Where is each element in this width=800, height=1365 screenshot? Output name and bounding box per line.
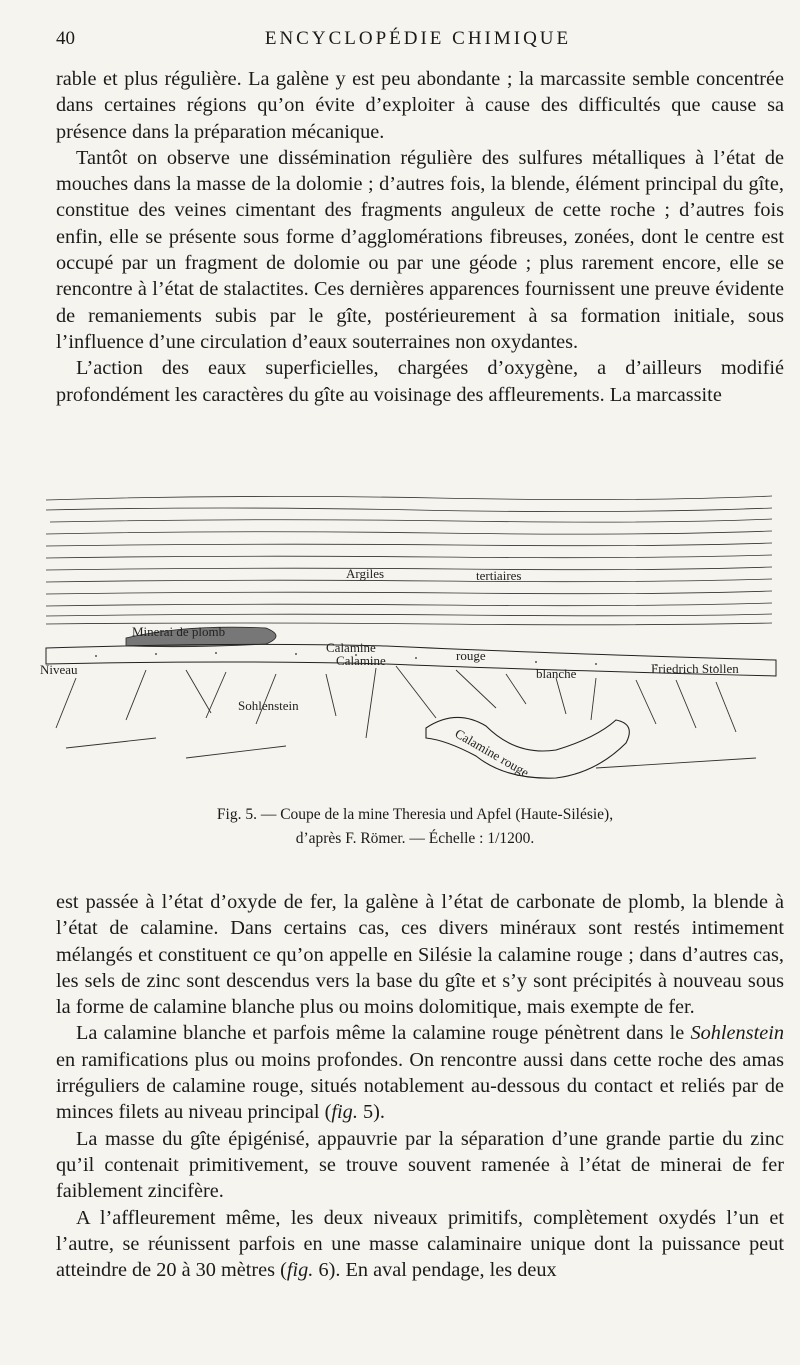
- figure-caption: [60, 803, 770, 851]
- text-run: A l’affleurement même, les deux niveaux primitifs, complètement oxydés l’un et l’autre, se réunissent parfois en une masse calaminaire unique dont la puissance peut atteindre de 20 à 30 mètres (: [56, 1206, 784, 1282]
- label-calamine-1: Calamine: [326, 640, 376, 655]
- dolomite-fracture-lines: [56, 666, 756, 768]
- label-tertiaires: tertiaires: [476, 568, 522, 583]
- paragraph: Tantôt on observe une dissémination régulière des sulfures métalliques à l’état de mouches dans la masse de la dolomie ; d’autres fois, la blende, élément principal du gîte, constitue des veines cimentant des fragments anguleux de cette roche ; d’autres fois enfin, elle se présente sous forme d’agglomérations fibreuses, zonées, dont le centre est occupé par un fragment de dolomie ou par une géode ; plus rarement encore, elle se rencontre à l’état de stalactites. Ces dernières apparences fournissent une preuve évidente de remaniements subis par le gîte, postérieurement à sa formation initiale, sous l’influence d’une circulation d’eaux souterraines non oxydantes.: [56, 146, 784, 353]
- cross-section-drawing: [36, 488, 782, 793]
- label-calamine-rouge-pocket: Calamine rouge: [452, 725, 532, 780]
- paragraph: La masse du gîte épigénisé, appauvrie par la séparation d’une grande partie du zinc qu’il contenait primitivement, se trouve souvent ramenée à l’état de minerai de fer faiblement zincifère.: [56, 1127, 784, 1203]
- text-run: en ramifications plus ou moins profondes. On rencontre aussi dans cette roche des amas irréguliers de calamine rouge, situés notablement au-dessous du contact et reliés par de minces filets au niveau principal (: [56, 1048, 784, 1124]
- label-calamine-2: Calamine: [336, 653, 386, 668]
- paragraph: [56, 1205, 784, 1284]
- caption-line-1: Fig. 5. — Coupe de la mine Theresia und Apfel (Haute-Silésie),: [216, 806, 614, 823]
- label-rouge: rouge: [456, 648, 486, 663]
- calamine-dots: [95, 652, 717, 668]
- label-niveau: Niveau: [40, 662, 78, 677]
- page-number: 40: [56, 28, 75, 49]
- figure-cross-section: [36, 488, 782, 793]
- text-run: 5).: [357, 1101, 385, 1124]
- paragraph: rable et plus régulière. La galène y est peu abondante ; la marcassite semble concentrée dans certaines régions qu’on évite d’exploiter à cause des difficultés que cause sa présence dans la préparation mécanique.: [56, 68, 784, 143]
- figure-reference: fig.: [286, 1259, 314, 1282]
- paragraph: [56, 1020, 784, 1125]
- clay-layer-lines: [46, 496, 772, 625]
- label-minerai-de-plomb: Minerai de plomb: [132, 624, 226, 639]
- label-argiles: Argiles: [346, 566, 385, 581]
- label-blanche: blanche: [536, 666, 577, 681]
- caption-line-2: d’après F. Römer. — Échelle : 1/1200.: [295, 830, 535, 847]
- page-header: [56, 28, 780, 54]
- text-block-top: [56, 66, 784, 408]
- figure-reference: fig.: [331, 1101, 358, 1124]
- text-run: La calamine blanche et parfois même la calamine rouge pénètrent dans le: [76, 1022, 691, 1045]
- label-friedrich-stollen: Friedrich Stollen: [651, 661, 739, 676]
- paragraph: est passée à l’état d’oxyde de fer, la galène à l’état de carbonate de plomb, la blende à l’état de calamine. Dans certains cas, ces divers minéraux sont restés intimement mélangés et constituent ce qu’on appelle en Silésie la calamine rouge ; dans d’autres cas, les sels de zinc sont descendus vers la base du gîte et s’y sont précipités à nouveau sous la forme de calamine blanche plus ou moins dolomitique, mais exempte de fer.: [56, 891, 784, 1019]
- italic-term: Sohlenstein: [690, 1022, 784, 1045]
- paragraph: L’action des eaux superficielles, chargées d’oxygène, a d’ailleurs modifié profondément les caractères du gîte au voisinage des affleurements. La marcassite: [56, 357, 784, 406]
- text-block-bottom: [56, 889, 784, 1283]
- label-sohlenstein: Sohlenstein: [238, 698, 299, 713]
- text-run: 6). En aval pendage, les deux: [313, 1259, 557, 1282]
- running-title: ENCYCLOPÉDIE CHIMIQUE: [264, 28, 572, 49]
